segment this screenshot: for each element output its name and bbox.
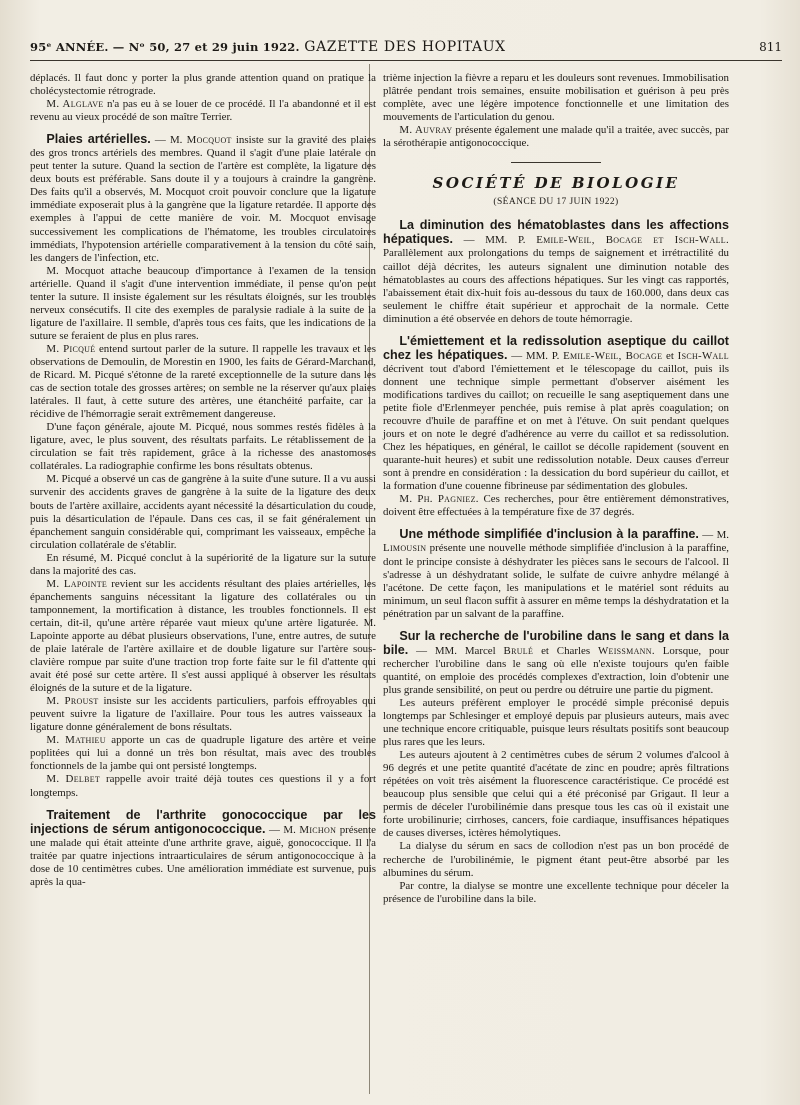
author-name: Weissmann. xyxy=(597,644,655,657)
paragraph: Les auteurs ajoutent à 2 centimètres cubes de sérum 2 volumes d'alcool à 96 degrés et une petite quantité d'acétate de zinc en poudre; après filtrations répétées on voit très aisément la fluorescence caractéristique. Ce procédé est beaucoup plus sensible que celui qui a été préconisé par Grigaut. Il leur a permis de déceler l'urobilinémie dans presque tous les cas où il existait une forte urobilinurie; cirrhoses, cancers, foie cardiaque, insuffisances hépatiques de causes diverses, ictères hémolytiques. xyxy=(383,749,729,840)
paragraph: La dialyse du sérum en sacs de collodion n'est pas un bon procédé de recherche de l'urobilinémie, le pigment étant peut-être absorbé par les albumines du sérum. xyxy=(383,840,729,879)
author-name: M. Proust xyxy=(46,695,99,708)
author-name: Mocquot xyxy=(186,134,232,147)
author-name: Emile-Weil, Bocage et Isch-Wall. xyxy=(536,234,729,247)
paragraph: M. Auvray présente également une malade qu'il a traitée, avec succès, par la sérothérapie antigonococcique. xyxy=(383,124,729,150)
author-name: M. Ph. Pagniez. xyxy=(399,493,479,506)
society-header xyxy=(383,162,729,209)
paragraph: Plaies artérielles. — M. Mocquot insiste sur la gravité des plaies des gros troncs artériels des membres. Quand il s'agit d'une plaie latérale on peut tenter la suture. Quand la section de l'artère est complète, la ligature des deux bouts est préférable. Sans doute il y a toujours à craindre la gangrène. Des faits qu'il a observés, M. Mocquot croit pouvoir conclure que la ligature immédiate exposerait plus à la gangrène que la ligature retardée. Il apporte des exemples à l'appui de cette manière de voir. M. Mocquot envisage successivement les complications de l'hématome, les troubles circulatoires immédiats, l'hypotension artérielle comparativement à la tension du côté sain, les dangers de l'infection, etc. xyxy=(30,132,376,264)
section-emiettement xyxy=(383,335,729,520)
section-paraffine xyxy=(383,528,729,620)
right-column xyxy=(383,72,729,906)
author-name: M. Lapointe xyxy=(46,577,108,590)
paragraph: Traitement de l'arthrite gonococcique par les injections de sérum antigonococcique. — M. Michon présente une malade qui était atteinte d'une arthrite grave, aiguë, gonococcique. Il l'a traitée par quatre injections intraarticulaires de sérum antigonococcique à la dose de 10 centimètres cubes. Une amélioration immédiate est survenue, puis après la qua- xyxy=(30,807,376,888)
author-name: M. Mathieu xyxy=(46,734,106,747)
issue-line: 95ᵉ ANNÉE. — Nᵒ 50, 27 et 29 juin 1922. xyxy=(30,40,300,54)
author-name: M. Alglave xyxy=(46,98,104,111)
author-name: M. Delbet xyxy=(46,773,101,786)
section-plaies xyxy=(30,133,376,799)
paragraph: M. Ph. Pagniez. Ces recherches, pour être entièrement démonstratives, doivent être effectuées à la température fixe de 37 degrés. xyxy=(383,493,729,519)
journal-title: GAZETTE DES HOPITAUX xyxy=(304,39,506,55)
paragraph: La diminution des hématoblastes dans les affections hépatiques. — MM. P. Emile-Weil, Bocage et Isch-Wall. Parallèlement aux prolongations du temps de saignement et irrétractilité du caillot déjà décrites, les auteurs signalent une diminution notable des hématoblastes au cours des affections hépatiques. Sur les vingt cas rapportés, l'abaissement était dix-huit fois au-dessous du taux de 160.000, dans deux cas seulement le chiffre était supérieur et approchait de la normale. Cette diminution a été observée en dehors de toute hémorragie. xyxy=(383,218,729,325)
section-heading: Plaies artérielles. xyxy=(46,132,151,147)
section-heading: Sur la recherche de l'urobiline dans le sang et dans la bile. xyxy=(383,628,729,657)
society-title: SOCIÉTÉ DE BIOLOGIE xyxy=(432,174,680,193)
paragraph: Sur la recherche de l'urobiline dans le sang et dans la bile. — MM. Marcel Brulé et Charles Weissmann. Lorsque, pour rechercher l'urobiline dans le sang où elle n'existe toujours qu'en faible quantité, on emploie des procédés complexes d'extraction, loin d'obtenir une plus grande sensibilité, on peut ou perdre ou détruire une partie du pigment. xyxy=(383,628,729,696)
section-heading: L'émiettement et la redissolution aseptique du caillot chez les hépatiques. xyxy=(383,333,729,362)
paragraph: trième injection la fièvre a reparu et les douleurs sont revenues. Immobilisation plâtrée pendant trois semaines, ensuite mobilisation et guérison à peu près complète, avec une légère impotence fonctionnelle et une limitation des mouvements de l'articulation du genou. xyxy=(383,72,729,124)
paragraph: M. Mathieu apporte un cas de quadruple ligature des artère et veine poplitées qui lui a donné un très bon résultat, mais avec des troubles fonctionnels de la jambe qui ont persisté longtemps. xyxy=(30,734,376,773)
page-header xyxy=(30,38,782,56)
paragraph: M. Picqué a observé un cas de gangrène à la suite d'une suture. Il a vu aussi survenir des accidents graves de gangrène à la suite de la ligature des deux bouts de l'artère axillaire, accidents ayant nécessité la désarticulation du coude, puis la désarticulation de l'épaule. Dans ces cas, il se fait généralement un épanchement sanguin considérable qui, comprimant les vaisseaux, empêche la circulation collatérale de s'établir. xyxy=(30,473,376,551)
page-number: 811 xyxy=(759,40,782,54)
paragraph: L'émiettement et la redissolution aseptique du caillot chez les hépatiques. — MM. P. Emile-Weil, Bocage et Isch-Wall décrivent tout d'abord l'émiettement et le télescopage du caillot, puis ils donnent une technique simple permettant d'observer aisément les modifications tardives du caillot; on recueille le sang aseptiquement dans une petite fiole d'Erlenmeyer penchée, puis remise à plat après coagulation; on recouvre d'huile de paraffine et on met à l'étuve. On suit pendant quelques jours et on note le degré d'adhérence au verre du caillot et sa redissolution. Chez les hépatiques, en général, le caillot se décolle rapidement (souvent en quarante-huit heures) et subit une redissolution notable. Deux causes d'erreur sont à prendre en considération : la dessication du bord supérieur du caillot, et la formation d'une couenne fibrineuse par sédimentation des globules. xyxy=(383,333,729,493)
society-session: (SÉANCE DU 17 JUIN 1922) xyxy=(493,197,619,208)
header-rule xyxy=(30,60,782,61)
section-arthrite xyxy=(30,809,376,889)
author-name: M. Auvray xyxy=(399,124,453,137)
paragraph: M. Delbet rappelle avoir traité déjà toutes ces questions il y a fort longtemps. xyxy=(30,773,376,799)
paragraph: En résumé, M. Picqué conclut à la supériorité de la ligature sur la suture dans la majorité des cas. xyxy=(30,551,376,577)
paragraph: M. Proust insiste sur les accidents particuliers, parfois effroyables qui peuvent suivre la ligature de l'axillaire. Pour tous les autres vaisseaux la ligature donne généralement de bons résultats. xyxy=(30,695,376,734)
paragraph: M. Alglave n'a pas eu à se louer de ce procédé. Il l'a abandonné et il est revenu au vieux procédé de son maître Terrier. xyxy=(30,98,376,124)
section-hematoblastes xyxy=(383,219,729,325)
left-column xyxy=(30,72,376,889)
paragraph: M. Picqué entend surtout parler de la suture. Il rappelle les travaux et les observations de Demoulin, de Morestin en 1900, les faits de Gérard-Marchand, de Ricard. M. Picqué s'étonne de la rareté exceptionnelle de la suture dans les cas de section totale des grosses artères; on semble ne la réserver qu'aux plaies latérales. Il faut, à cette suture des artères, une étanchéité parfaite, car la récidive de l'hémorragie serait extrêmement dangereuse. xyxy=(30,342,376,421)
paragraph: Les auteurs préfèrent employer le procédé simple préconisé depuis longtemps par Schlesinger et employé depuis par plusieurs auteurs, mais avec une technique encore critiquable, puisque leurs résultats positifs sont beaucoup plus rares que les leurs. xyxy=(383,696,729,749)
section-urobiline xyxy=(383,630,729,906)
paragraph: M. Mocquot attache beaucoup d'importance à l'examen de la tension artérielle. Quand il s'agit d'une intervention immédiate, il pense qu'on peut tenter la suture. Il insiste également sur les résultats éloignés, sur les troubles nerveux consécutifs. Il cite des exemples de paralysie radiale à la suite de la ligature de l'axillaire. Il semble, d'après tous ces faits, que les indications de la suture se feraient de plus en plus rares. xyxy=(30,264,376,342)
section-heading: Traitement de l'arthrite gonococcique par les injections de sérum antigonococcique. xyxy=(30,807,376,836)
author-name: Emile-Weil, Bocage xyxy=(563,349,663,362)
paragraph: Par contre, la dialyse se montre une excellente technique pour déceler la présence de l'urobiline dans la bile. xyxy=(383,879,729,905)
paragraph: D'une façon générale, ajoute M. Picqué, nous sommes restés fidèles à la ligature, avec, le plus souvent, des résultats parfaits. Le rétablissement de la circulation se fait très rapidement, grâce à la richesse des anastomoses collatérales. La radiographie confirme les bons résultats obtenus. xyxy=(30,421,376,473)
author-name: Limousin xyxy=(383,542,427,555)
paragraph: déplacés. Il faut donc y porter la plus grande attention quand on pratique la cholécystectomie rétrograde. xyxy=(30,72,376,98)
author-name: M. Picqué xyxy=(46,342,96,355)
section-heading: La diminution des hématoblastes dans les affections hépatiques. xyxy=(383,218,729,247)
author-name: Brulé xyxy=(503,644,534,657)
section-heading: Une méthode simplifiée d'inclusion à la paraffine. xyxy=(399,527,699,542)
short-rule xyxy=(511,162,601,163)
author-name: Michon xyxy=(299,823,337,836)
paragraph: Une méthode simplifiée d'inclusion à la paraffine. — M. Limousin présente une nouvelle méthode simplifiée d'inclusion à la paraffine, dont le principe consiste à déshydrater les pièces sans le secours de l'alcool. Il s'adresse à un déshydratant solide, le sulfate de cuivre anhydre mélangé à l'acétone. De cette façon, les manipulations et le matériel sont réduits au minimum, un seul flacon suffit à assurer en même temps la déshydratation et la pénétration par un salvant de la paraffine. xyxy=(383,527,729,620)
author-name: Isch-Wall xyxy=(677,349,729,362)
paragraph: M. Lapointe revient sur les accidents résultant des plaies artérielles, les épanchements sanguins nécessitant la ligature des collatérales ou un tamponnement, la mortification à distance, les troubles fonctionnels. Il est certain, dit-il, qu'une artère réparée vaut mieux qu'une artère ligaturée. M. Lapointe apporte au débat plusieurs observations, l'une, entre autres, de suture de plaie latérale de l'artère axillaire et de double ligature sur l'artère sous-clavière rompue par suite d'une traction trop forte faite sur le fil d'attente qui avait été posé sur cette artère. Il s'est aussi appliqué à observer les résultats éloignés de la suture et de la ligature. xyxy=(30,577,376,695)
